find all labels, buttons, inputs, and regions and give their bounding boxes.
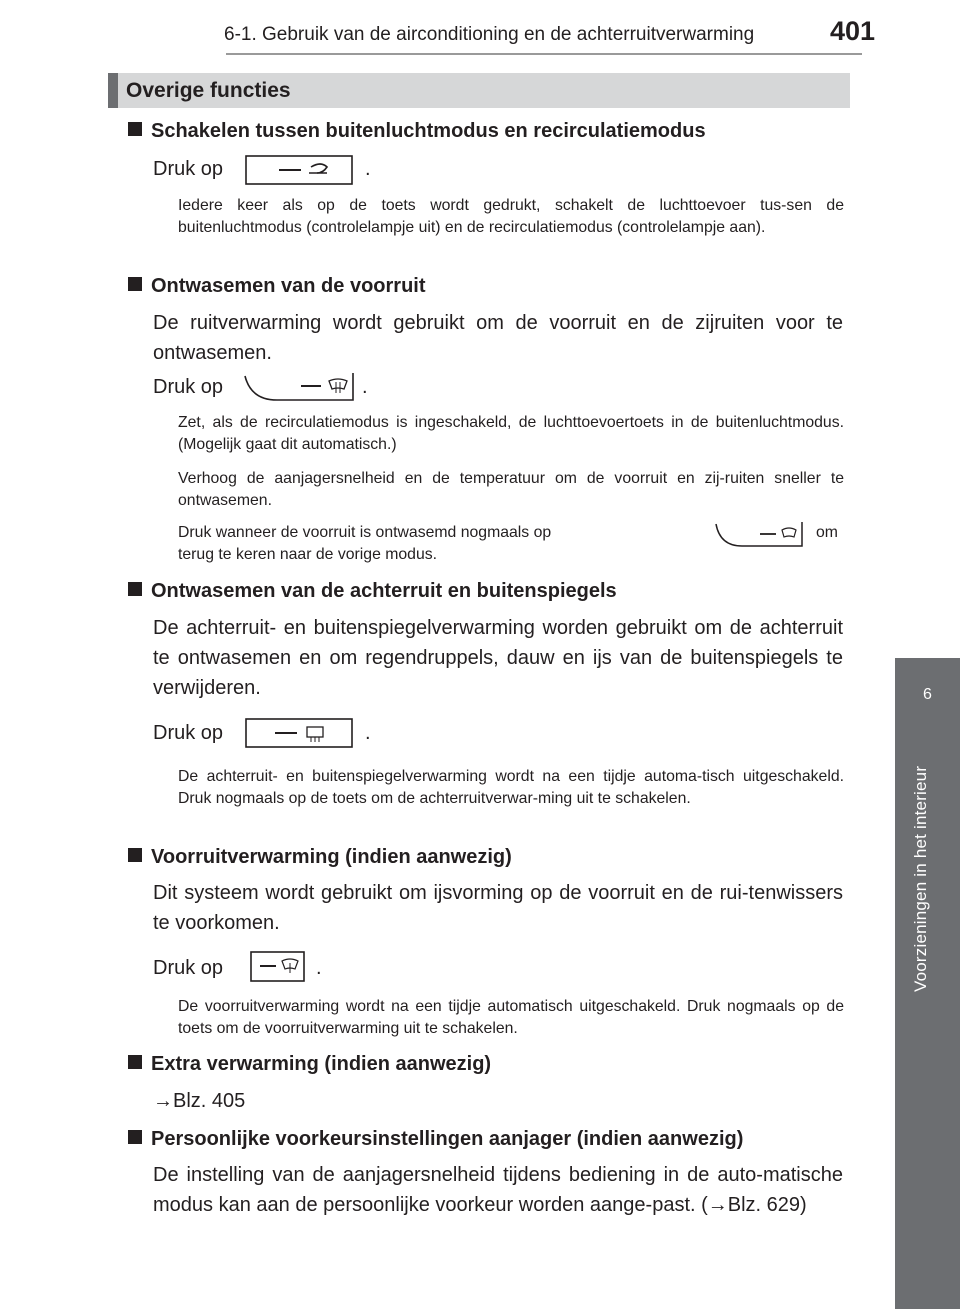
- item-heading-rear-defog: Ontwasemen van de achterruit en buitenspiegels: [128, 580, 617, 603]
- item-note: Druk wanneer de voorruit is ontwasemd nogmaals op: [178, 524, 552, 541]
- item-body: De instelling van de aanjagersnelheid tijdens bediening in de auto-matische modus kan aan de persoonlijke voorkeur worden aange-past. (→Blz. 629): [153, 1164, 843, 1216]
- item-note: Zet, als de recirculatiemodus is ingeschakeld, de luchttoevoertoets in de buitenluchtmodus. (Mogelijk gaat dit automatisch.): [178, 414, 844, 453]
- front-defog-button: [243, 371, 358, 404]
- item-body: De ruitverwarming wordt gebruikt om de voorruit en de zijruiten voor te ontwasemen.: [153, 312, 843, 364]
- bullet-square-icon: [128, 122, 142, 136]
- section-title: Overige functies: [126, 79, 291, 102]
- bullet-square-icon: [128, 277, 142, 291]
- item-note: terug te keren naar de vorige modus.: [178, 546, 438, 563]
- item-body: Dit systeem wordt gebruikt om ijsvorming op de voorruit en de rui-tenwissers te voorkomen.: [153, 882, 843, 934]
- item-heading-extra-heating: Extra verwarming (indien aanwezig): [128, 1053, 491, 1076]
- bullet-square-icon: [128, 1055, 142, 1069]
- item-heading-front-defog: Ontwasemen van de voorruit: [128, 275, 426, 298]
- page-number: 401: [830, 16, 876, 46]
- windshield-defogger-icon: [714, 520, 806, 550]
- header-divider: [226, 53, 862, 55]
- running-header-title: 6-1. Gebruik van de airconditioning en de achterruitverwarming: [224, 24, 755, 45]
- recirculation-button: [245, 155, 355, 186]
- item-heading-recirculation: Schakelen tussen buitenluchtmodus en recirculatiemodus: [128, 120, 706, 143]
- item-note: De voorruitverwarming wordt na een tijdje automatisch uitgeschakeld. Druk nogmaals op de toets om de voorruitverwarming uit te schakelen.: [178, 998, 844, 1037]
- item-heading-wiper-deicer: Voorruitverwarming (indien aanwezig): [128, 846, 512, 869]
- druk-op-label: Druk op: [153, 722, 224, 744]
- item-note: Iedere keer als op de toets wordt gedrukt, schakelt de luchttoevoer tus-sen de buitenluchtmodus (controlelampje uit) en de recirculatiemodus (controlelampje aan).: [178, 197, 844, 236]
- item-body: De achterruit- en buitenspiegelverwarming worden gebruikt om de achterruit te ontwasemen en om regendruppels, dauw en ijs van de buitenspiegels te verwijderen.: [153, 617, 843, 699]
- bullet-square-icon: [128, 582, 142, 596]
- wiper-deicer-button: [250, 951, 308, 984]
- item-note: Verhoog de aanjagersnelheid en de temperatuur om de voorruit en zij-ruiten sneller te ontwasemen.: [178, 470, 844, 509]
- front-defog-button-inline: [714, 520, 806, 550]
- bullet-square-icon: [128, 1130, 142, 1144]
- rear-defog-button: [245, 718, 355, 749]
- recirculation-icon: [245, 155, 355, 186]
- period: .: [362, 376, 368, 398]
- item-heading-fan-preferences: Persoonlijke voorkeursinstellingen aanjager (indien aanwezig): [128, 1128, 743, 1151]
- period: .: [365, 722, 371, 744]
- item-note: om: [816, 524, 838, 541]
- rear-window-defogger-icon: [245, 718, 355, 749]
- page-reference-link[interactable]: →Blz. 405: [153, 1090, 246, 1112]
- period: .: [365, 158, 371, 180]
- item-note: De achterruit- en buitenspiegelverwarming wordt na een tijdje automa-tisch uitgeschakeld. Druk nogmaals op de toets om de achterruitverwar-ming uit te schakelen.: [178, 768, 844, 807]
- chapter-label: Voorzieningen in het interieur: [911, 765, 930, 992]
- druk-op-label: Druk op: [153, 957, 224, 979]
- period: .: [316, 957, 322, 979]
- druk-op-label: Druk op: [153, 158, 224, 180]
- druk-op-label: Druk op: [153, 376, 224, 398]
- bullet-square-icon: [128, 848, 142, 862]
- windshield-wiper-deicer-icon: [250, 951, 308, 984]
- chapter-number: 6: [923, 686, 932, 703]
- windshield-defogger-icon: [243, 371, 358, 404]
